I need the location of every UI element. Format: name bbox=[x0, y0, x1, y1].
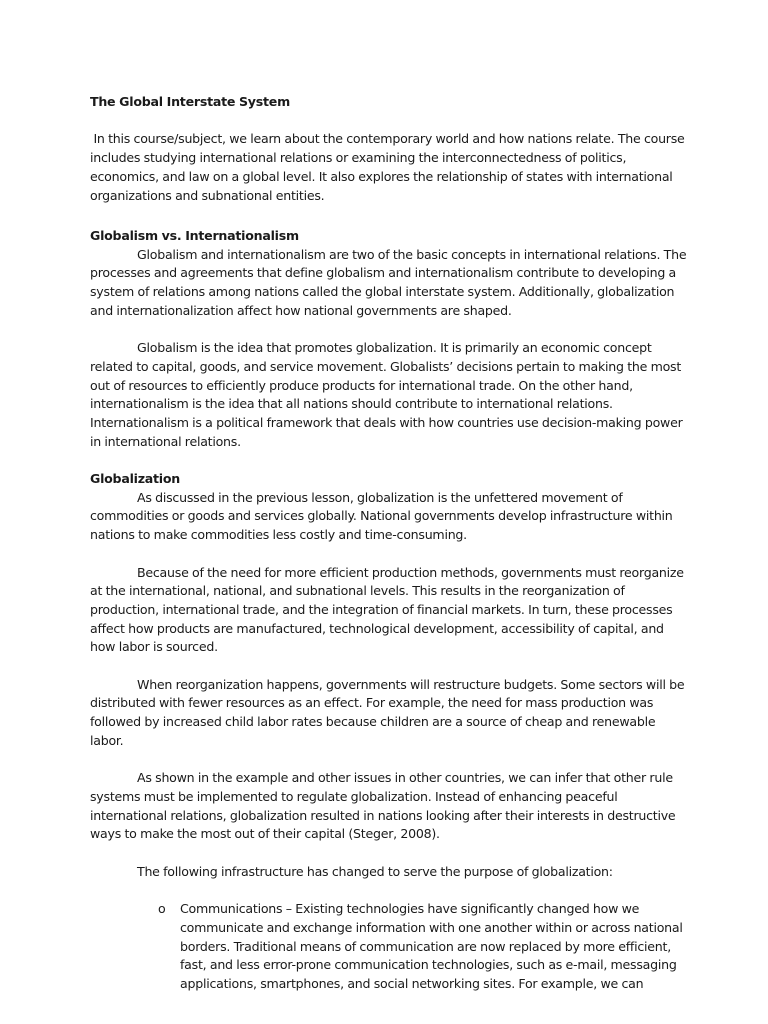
paragraph: Because of the need for more efficient production methods, governments must reorganize at the international, national, and subnational levels. This results in the reorganization of production, international trade, and the integration of financial markets. In turn, these processes affect how products are manufactured, technological development, accessibility of capital, and how labor is sourced. bbox=[90, 564, 684, 655]
list-item-text: Communications – Existing technologies have significantly changed how we communicate and exchange information with one another within or across national borders. Traditional means of communication are now replaced by more efficient, fast, and less error-prone communication technologies, such as e-mail, messaging applications, smartphones, and social networking sites. For example, we can bbox=[180, 901, 683, 991]
spacer bbox=[90, 205, 690, 224]
spacer bbox=[90, 112, 690, 131]
paragraph: When reorganization happens, governments will restructure budgets. Some sectors will be distributed with fewer resources as an effect. For example, the need for mass production was followed by increased child labor rates because children are a source of cheap and renewable labor. bbox=[90, 676, 685, 748]
section-heading-globalization: Globalization bbox=[90, 471, 180, 486]
document-title: The Global Interstate System bbox=[90, 94, 290, 109]
list-item bbox=[158, 900, 690, 994]
section-heading-globalism: Globalism vs. Internationalism bbox=[90, 227, 299, 243]
spacer bbox=[90, 657, 690, 676]
paragraph: The following infrastructure has changed to serve the purpose of globalization: bbox=[137, 863, 613, 879]
paragraph: As discussed in the previous lesson, globalization is the unfettered movement of commodities or goods and services globally. National governments develop infrastructure within nations to make commodities less costly and time-consuming. bbox=[90, 489, 673, 543]
document-body bbox=[90, 93, 690, 994]
intro-paragraph: In this course/subject, we learn about the contemporary world and how nations relate. The course includes studying international relations or examining the interconnectedness of politics, economics, and law on a global level. It also explores the relationship of states with international organizations and subnational entities. bbox=[90, 131, 689, 203]
infrastructure-list bbox=[90, 900, 690, 994]
bullet-marker: o bbox=[158, 901, 166, 917]
paragraph: Globalism is the idea that promotes globalization. It is primarily an economic concept related to capital, goods, and service movement. Globalists’ decisions pertain to making the most out of resources to efficiently produce products for international trade. On the other hand, internationalism is the idea that all nations should contribute to international relations. Internationalism is a political framework that deals with how countries use decision-making power in international relations. bbox=[90, 340, 683, 449]
spacer bbox=[90, 451, 690, 470]
spacer bbox=[90, 881, 690, 900]
spacer bbox=[90, 751, 690, 770]
spacer bbox=[90, 844, 690, 863]
paragraph: As shown in the example and other issues in other countries, we can infer that other rule systems must be implemented to regulate globalization. Instead of enhancing peaceful international relations, globalization resulted in nations looking after their interests in destructive ways to make the most out of their capital (Steger, 2008). bbox=[90, 770, 676, 842]
paragraph: Globalism and internationalism are two of the basic concepts in international relations. The processes and agreements that define globalism and internationalism contribute to developing a system of relations among nations called the global interstate system. Additionally, globalization and internationalization affect how national governments are shaped. bbox=[90, 246, 687, 318]
spacer bbox=[90, 320, 690, 339]
spacer bbox=[90, 545, 690, 564]
